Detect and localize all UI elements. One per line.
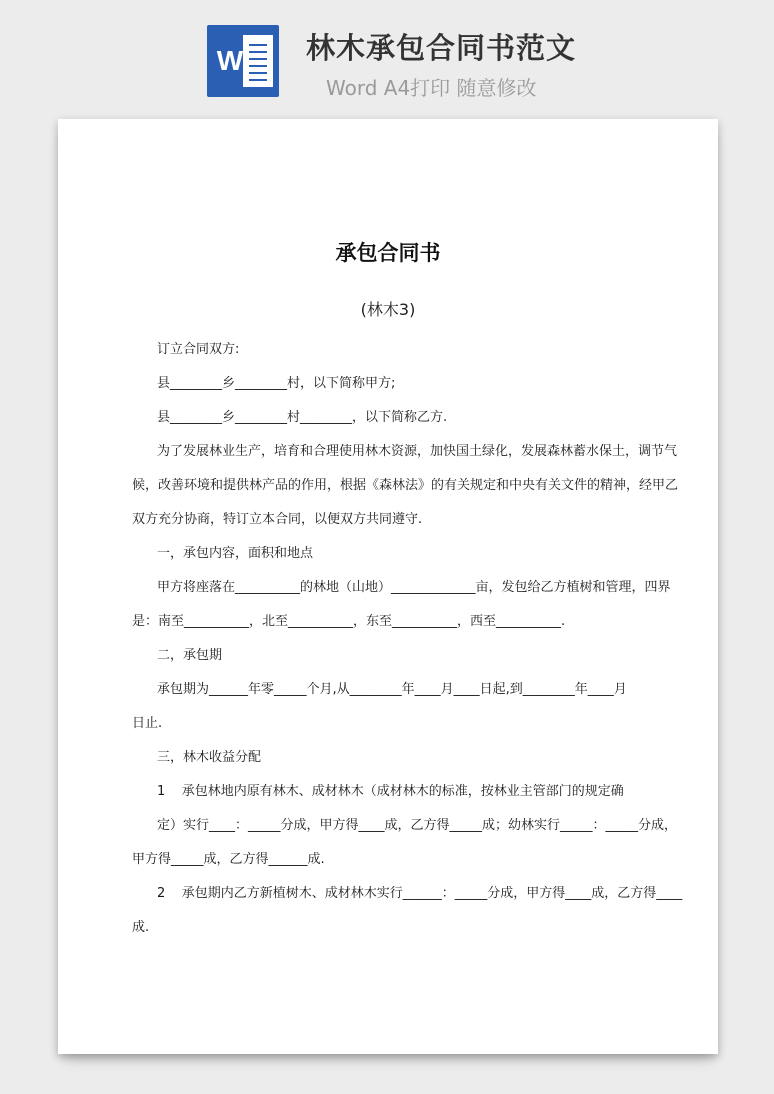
body-line: 定）实行____：_____分成，甲方得____成，乙方得_____成；幼林实行_____：_____分成， xyxy=(157,818,678,833)
body-line: 2 承包期内乙方新植树木、成材林木实行______：_____分成，甲方得____成，乙方得____ xyxy=(157,886,683,901)
word-icon-letter: W xyxy=(216,45,244,76)
section-heading: 三，林木收益分配 xyxy=(157,750,262,765)
body-line: 甲方得_____成，乙方得______成. xyxy=(132,852,325,867)
body-line: 县________乡________村，以下简称甲方; xyxy=(157,376,396,391)
section-heading: 二，承包期 xyxy=(157,648,223,663)
document-page xyxy=(58,119,718,1054)
word-icon xyxy=(207,25,279,97)
body-line: 为了发展林业生产，培育和合理使用林木资源，加快国土绿化，发展森林蓄水保土，调节气 xyxy=(157,444,678,459)
header-subtitle: Word A4打印 随意修改 xyxy=(326,76,537,100)
body-line: 县________乡________村________，以下简称乙方. xyxy=(157,410,448,425)
body-line: 承包期为______年零_____个月,从________年____月____日起,到________年____月 xyxy=(157,682,627,697)
contract-title: 承包合同书 xyxy=(335,241,441,265)
body-line: 双方充分协商，特订立本合同，以便双方共同遵守. xyxy=(132,512,423,527)
body-line: 是：南至__________，北至__________，东至__________，西至__________. xyxy=(132,614,566,629)
body-line: 订立合同双方: xyxy=(157,342,240,357)
body-line: 日止. xyxy=(132,716,163,731)
section-heading: 一，承包内容，面积和地点 xyxy=(157,546,314,561)
header-title: 林木承包合同书范文 xyxy=(306,31,577,65)
body-line: 成. xyxy=(132,920,150,935)
word-icon-sheet xyxy=(243,35,273,87)
header xyxy=(0,0,774,112)
body-line: 1 承包林地内原有林木、成材林木（成材林木的标准，按林业主管部门的规定确 xyxy=(157,784,624,799)
body-line: 候，改善环境和提供林产品的作用，根据《森林法》的有关规定和中央有关文件的精神，经甲乙 xyxy=(132,478,679,493)
body-line: 甲方将座落在__________的林地（山地）_____________亩，发包给乙方植树和管理，四界 xyxy=(157,580,671,595)
contract-subtitle: (林木3) xyxy=(360,300,416,319)
